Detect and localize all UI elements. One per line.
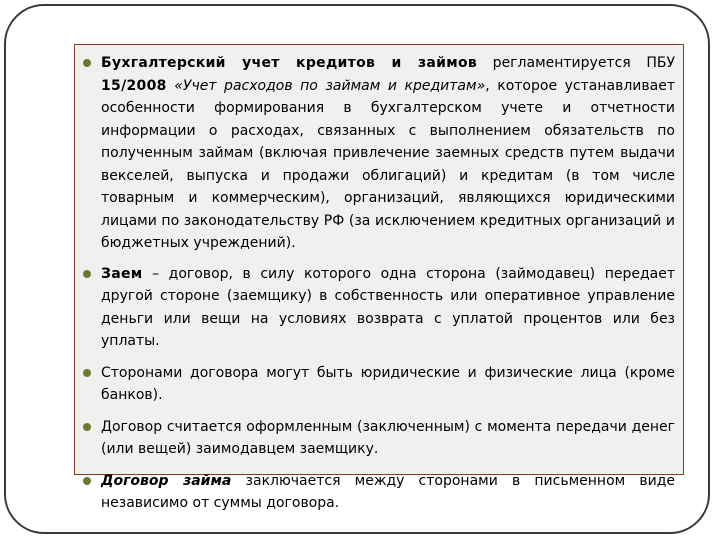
bullet-text: , которое устанавливает особенности формирования в бухгалтерском учете и отчетности информации о расходах, связанных с выполнением обязательств по полученным займам (включая привлечение заемных средств путем выдачи векселей, выпуска и продажи облигаций) и кредитам (в том числе товарным и коммерческим), организаций, являющихся юридическими лицами по законодательству РФ (за исключением кредитных организаций и бюджетных учреждений). [101,77,675,251]
bullet-item-loan-definition [80,263,675,353]
bullet-item-parties [80,362,675,407]
bullet-dot-icon [83,369,91,377]
bullet-text: заключается между сторонами в письменном виде независимо от суммы договора. [101,472,675,511]
bullet-lead-bold: Бухгалтерский учет кредитов и займов [101,55,478,71]
standard-title: «Учет расходов по займам и кредитам» [174,77,486,94]
bullet-text: регламентируется ПБУ [477,55,675,71]
bullet-item-contract-concluded [80,416,675,461]
standard-number: 15/2008 [101,77,167,94]
bullet-dot-icon [83,59,91,67]
bullet-dot-icon [83,270,91,278]
bullet-item-written-form [80,470,675,515]
bullet-dot-icon [83,423,91,431]
bullet-lead-bold: Заем [101,265,143,282]
bullet-dot-icon [83,477,91,485]
bullet-item-accounting [80,52,675,255]
bullet-list [80,52,675,515]
bullet-lead-bold-italic: Договор займа [101,472,232,489]
content-text-box [74,44,684,511]
bullet-text: Сторонами договора могут быть юридические и физические лица (кроме банков). [101,364,675,403]
bullet-text: – договор, в силу которого одна сторона (займодавец) передает другой стороне (заемщику) в собственность или оперативное управление деньги или вещи на условиях возврата с уплатой процентов или без уплаты. [101,265,675,349]
bullet-text: Договор считается оформленным (заключенным) с момента передачи денег (или вещей) заимодавцем заемщику. [101,418,675,457]
